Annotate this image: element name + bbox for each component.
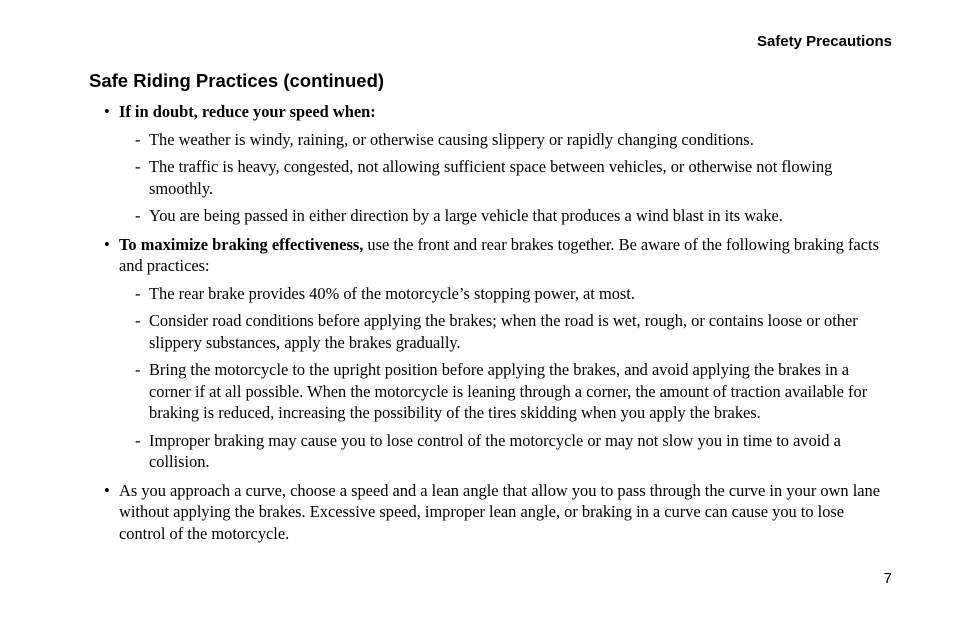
bullet-item-braking bbox=[102, 234, 892, 473]
bullet-item-curve bbox=[102, 480, 892, 545]
sub-list bbox=[119, 283, 892, 473]
sub-item-text: Consider road conditions before applying the brakes; when the road is wet, rough, or contains loose or other slippery substances, apply the brakes gradually. bbox=[149, 311, 858, 352]
bullet-body-text: use the front and rear brakes together. Be aware of the following braking facts and practices: bbox=[119, 234, 879, 275]
dash-marker: - bbox=[135, 283, 141, 303]
sub-list bbox=[119, 129, 892, 227]
sub-item-text: The traffic is heavy, congested, not allowing sufficient space between vehicles, or otherwise not flowing smoothly. bbox=[149, 157, 833, 198]
sub-item bbox=[102, 359, 892, 424]
sub-item bbox=[102, 129, 892, 151]
sub-item bbox=[102, 156, 892, 199]
bullet-marker: • bbox=[104, 102, 110, 121]
dash-marker: - bbox=[135, 430, 141, 450]
section-title: Safe Riding Practices (continued) bbox=[89, 70, 385, 91]
bullet-marker: • bbox=[104, 480, 110, 500]
bullet-item-reduce-speed bbox=[102, 101, 892, 227]
bullet-marker: • bbox=[104, 234, 110, 254]
sub-item bbox=[102, 310, 892, 353]
sub-item bbox=[102, 283, 892, 305]
sub-item-text: You are being passed in either direction by a large vehicle that produces a wind blast in its wake. bbox=[149, 206, 783, 225]
sub-item bbox=[102, 205, 892, 227]
dash-marker: - bbox=[135, 129, 141, 149]
dash-marker: - bbox=[135, 206, 141, 225]
dash-marker: - bbox=[135, 360, 141, 379]
bullet-body-text: As you approach a curve, choose a speed and a lean angle that allow you to pass through the curve in your own lane without applying the brakes. Excessive speed, improper lean angle, or braking in a curve can cause you to lose control of the motorcycle. bbox=[119, 480, 881, 543]
sub-item-text: Bring the motorcycle to the upright position before applying the brakes, and avoid applying the brakes in a corner if at all possible. When the motorcycle is leaning through a corner, the amount of traction available for braking is reduced, increasing the possibility of the tires skidding when you apply the brakes. bbox=[149, 360, 868, 422]
dash-marker: - bbox=[135, 157, 141, 176]
content-body bbox=[102, 101, 892, 551]
sub-item-text: The rear brake provides 40% of the motorcycle’s stopping power, at most. bbox=[149, 283, 635, 303]
sub-item bbox=[102, 430, 892, 473]
page-number: 7 bbox=[883, 570, 892, 587]
bullet-lead-text: To maximize braking effectiveness, bbox=[119, 234, 364, 254]
sub-item-text: The weather is windy, raining, or otherwise causing slippery or rapidly changing conditions. bbox=[149, 129, 754, 149]
sub-item-text: Improper braking may cause you to lose control of the motorcycle or may not slow you in time to avoid a collision. bbox=[149, 430, 841, 471]
running-header: Safety Precautions bbox=[756, 33, 892, 50]
dash-marker: - bbox=[135, 311, 141, 330]
bullet-lead-text: If in doubt, reduce your speed when: bbox=[119, 102, 376, 121]
